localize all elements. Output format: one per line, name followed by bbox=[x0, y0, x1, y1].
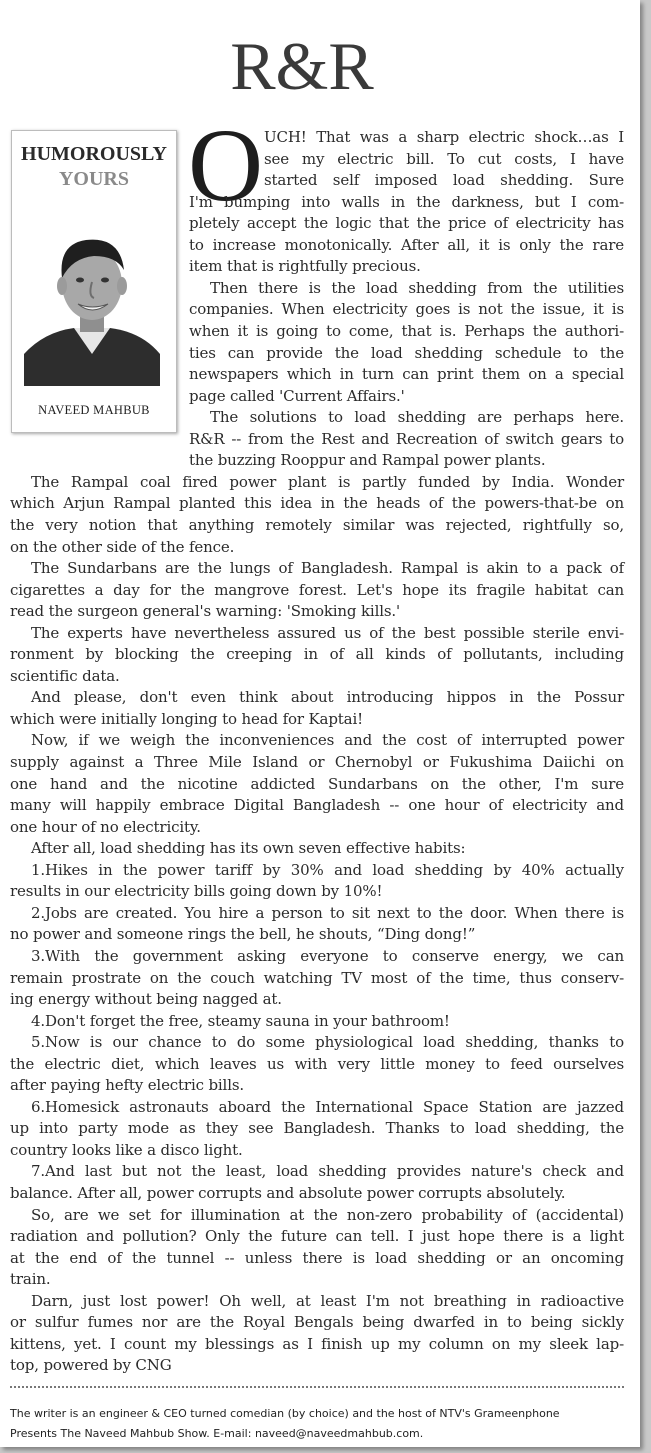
article-line: 1.Hikes in the power tariff by 30% and load shedding by 40% actually bbox=[31, 860, 624, 879]
article-line: 2.Jobs are created. You hire a person to sit next to the door. When there is bbox=[31, 903, 624, 922]
article-line: ing energy without being nagged at. bbox=[10, 990, 282, 1008]
article-line: balance. After all, power corrupts and absolute power corrupts absolutely. bbox=[10, 1184, 566, 1202]
article-line: Now, if we weigh the inconveniences and the cost of interrupted power bbox=[31, 731, 624, 750]
article-line: which Arjun Rampal planted this idea in the heads of the powers-that-be on bbox=[10, 494, 624, 513]
article-line: 5.Now is our chance to do some physiological load shedding, thanks to bbox=[31, 1033, 624, 1052]
article-line: at the end of the tunnel -- unless there is load shedding or an oncoming bbox=[10, 1248, 624, 1267]
author-footnote bbox=[10, 1404, 630, 1444]
article-line: 4.Don't forget the free, steamy sauna in your bathroom! bbox=[31, 1011, 450, 1030]
article-line: country looks like a disco light. bbox=[10, 1140, 243, 1159]
article-line: companies. When electricity goes is not the issue, it is bbox=[189, 300, 624, 319]
article-line: The Rampal coal fired power plant is partly funded by India. Wonder bbox=[31, 472, 624, 491]
drop-cap: O bbox=[188, 108, 264, 223]
article-line: The Sundarbans are the lungs of Bangladesh. Rampal is akin to a pack of bbox=[31, 559, 624, 577]
article-line: cigarettes a day for the mangrove forest. Let's hope its fragile habitat can bbox=[10, 580, 624, 599]
article-line: 3.With the government asking everyone to conserve energy, we can bbox=[31, 946, 624, 965]
article-line: after paying hefty electric bills. bbox=[10, 1076, 245, 1095]
article-line: R&R -- from the Rest and Recreation of switch gears to bbox=[189, 429, 624, 448]
article-line: which were initially longing to head for Kaptai! bbox=[10, 709, 363, 728]
article-line: 7.And last but not the least, load shedding provides nature's check and bbox=[31, 1162, 624, 1181]
article-line: ties can provide the load shedding schedule to the bbox=[189, 343, 624, 362]
article-line: Then there is the load shedding from the utilities bbox=[210, 278, 624, 297]
article-line: when it is going to come, that is. Perhaps the authori- bbox=[189, 322, 624, 340]
article-line: supply against a Three Mile Island or Chernobyl or Fukushima Daiichi on bbox=[10, 753, 624, 771]
article-line: newspapers which in turn can print them on a special bbox=[189, 365, 624, 384]
article-line: scientific data. bbox=[10, 666, 120, 685]
article-line: no power and someone rings the bell, he shouts, “Ding dong!” bbox=[10, 925, 476, 944]
column-kicker: HUMOROUSLY bbox=[21, 143, 167, 165]
article-line: kittens, yet. I count my blessings as I finish up my column on my sleek lap- bbox=[10, 1334, 624, 1353]
author-footnote-line: The writer is an engineer & CEO turned comedian (by choice) and the host of NTV's Grameenphone bbox=[10, 1407, 560, 1420]
author-byline: NAVEED MAHBUB bbox=[38, 403, 150, 417]
article-line: So, are we set for illumination at the non-zero probability of (accidental) bbox=[31, 1205, 624, 1224]
column-title: R&R bbox=[230, 28, 374, 104]
article-line: the very notion that anything remotely similar was rejected, rightfully so, bbox=[10, 515, 624, 534]
article-line: 6.Homesick astronauts aboard the International Space Station are jazzed bbox=[31, 1097, 624, 1116]
article-line: or sulfur fumes nor are the Royal Bengals being dwarfed in to being sickly bbox=[10, 1313, 624, 1332]
article-line: Darn, just lost power! Oh well, at least I'm not breathing in radioactive bbox=[31, 1291, 624, 1310]
article-line: The solutions to load shedding are perhaps here. bbox=[210, 408, 624, 427]
article-line: read the surgeon general's warning: 'Smoking kills.' bbox=[10, 602, 401, 621]
article-line: radiation and pollution? Only the future can tell. I just hope there is a light bbox=[10, 1227, 624, 1245]
article-line: UCH! That was a sharp electric shock…as I bbox=[264, 128, 624, 146]
author-footnote-line: Presents The Naveed Mahbub Show. E-mail: naveed@naveedmahbub.com. bbox=[10, 1427, 424, 1440]
article-line: on the other side of the fence. bbox=[10, 537, 235, 556]
article-line: And please, don't even think about introducing hippos in the Possur bbox=[31, 688, 624, 707]
footer-rule bbox=[10, 1386, 624, 1388]
column-kicker-sub: YOURS bbox=[58, 168, 129, 190]
article-line: started self imposed load shedding. Sure bbox=[264, 171, 624, 190]
article-line: see my electric bill. To cut costs, I have bbox=[264, 149, 624, 168]
article-line: pletely accept the logic that the price of electricity has bbox=[189, 214, 624, 233]
article-line: After all, load shedding has its own seven effective habits: bbox=[31, 839, 466, 858]
article-line: the electric diet, which leaves us with very little money to feed ourselves bbox=[10, 1054, 624, 1073]
article-line: up into party mode as they see Bangladesh. Thanks to load shedding, the bbox=[10, 1119, 624, 1138]
article-line: the buzzing Rooppur and Rampal power plants. bbox=[189, 451, 546, 470]
article-line: ronment by blocking the creeping in of all kinds of pollutants, including bbox=[10, 645, 624, 664]
article-line: page called 'Current Affairs.' bbox=[189, 386, 405, 405]
article-line: item that is rightfully precious. bbox=[189, 257, 421, 276]
article-line: remain prostrate on the couch watching TV most of the time, thus conserv- bbox=[10, 968, 624, 987]
article-line: to increase monotonically. After all, it is only the rare bbox=[189, 235, 624, 254]
article-line: I'm bumping into walls in the darkness, but I com- bbox=[189, 192, 624, 211]
article-line: results in our electricity bills going down by 10%! bbox=[10, 882, 383, 901]
article-line: train. bbox=[10, 1270, 51, 1289]
article-line: top, powered by CNG bbox=[10, 1356, 172, 1375]
article-line: one hand and the nicotine addicted Sundarbans on the other, I'm sure bbox=[10, 774, 624, 793]
article-line: one hour of no electricity. bbox=[10, 817, 201, 836]
article-line: The experts have nevertheless assured us of the best possible sterile envi- bbox=[31, 623, 624, 642]
article-line: many will happily embrace Digital Bangladesh -- one hour of electricity and bbox=[10, 796, 624, 815]
